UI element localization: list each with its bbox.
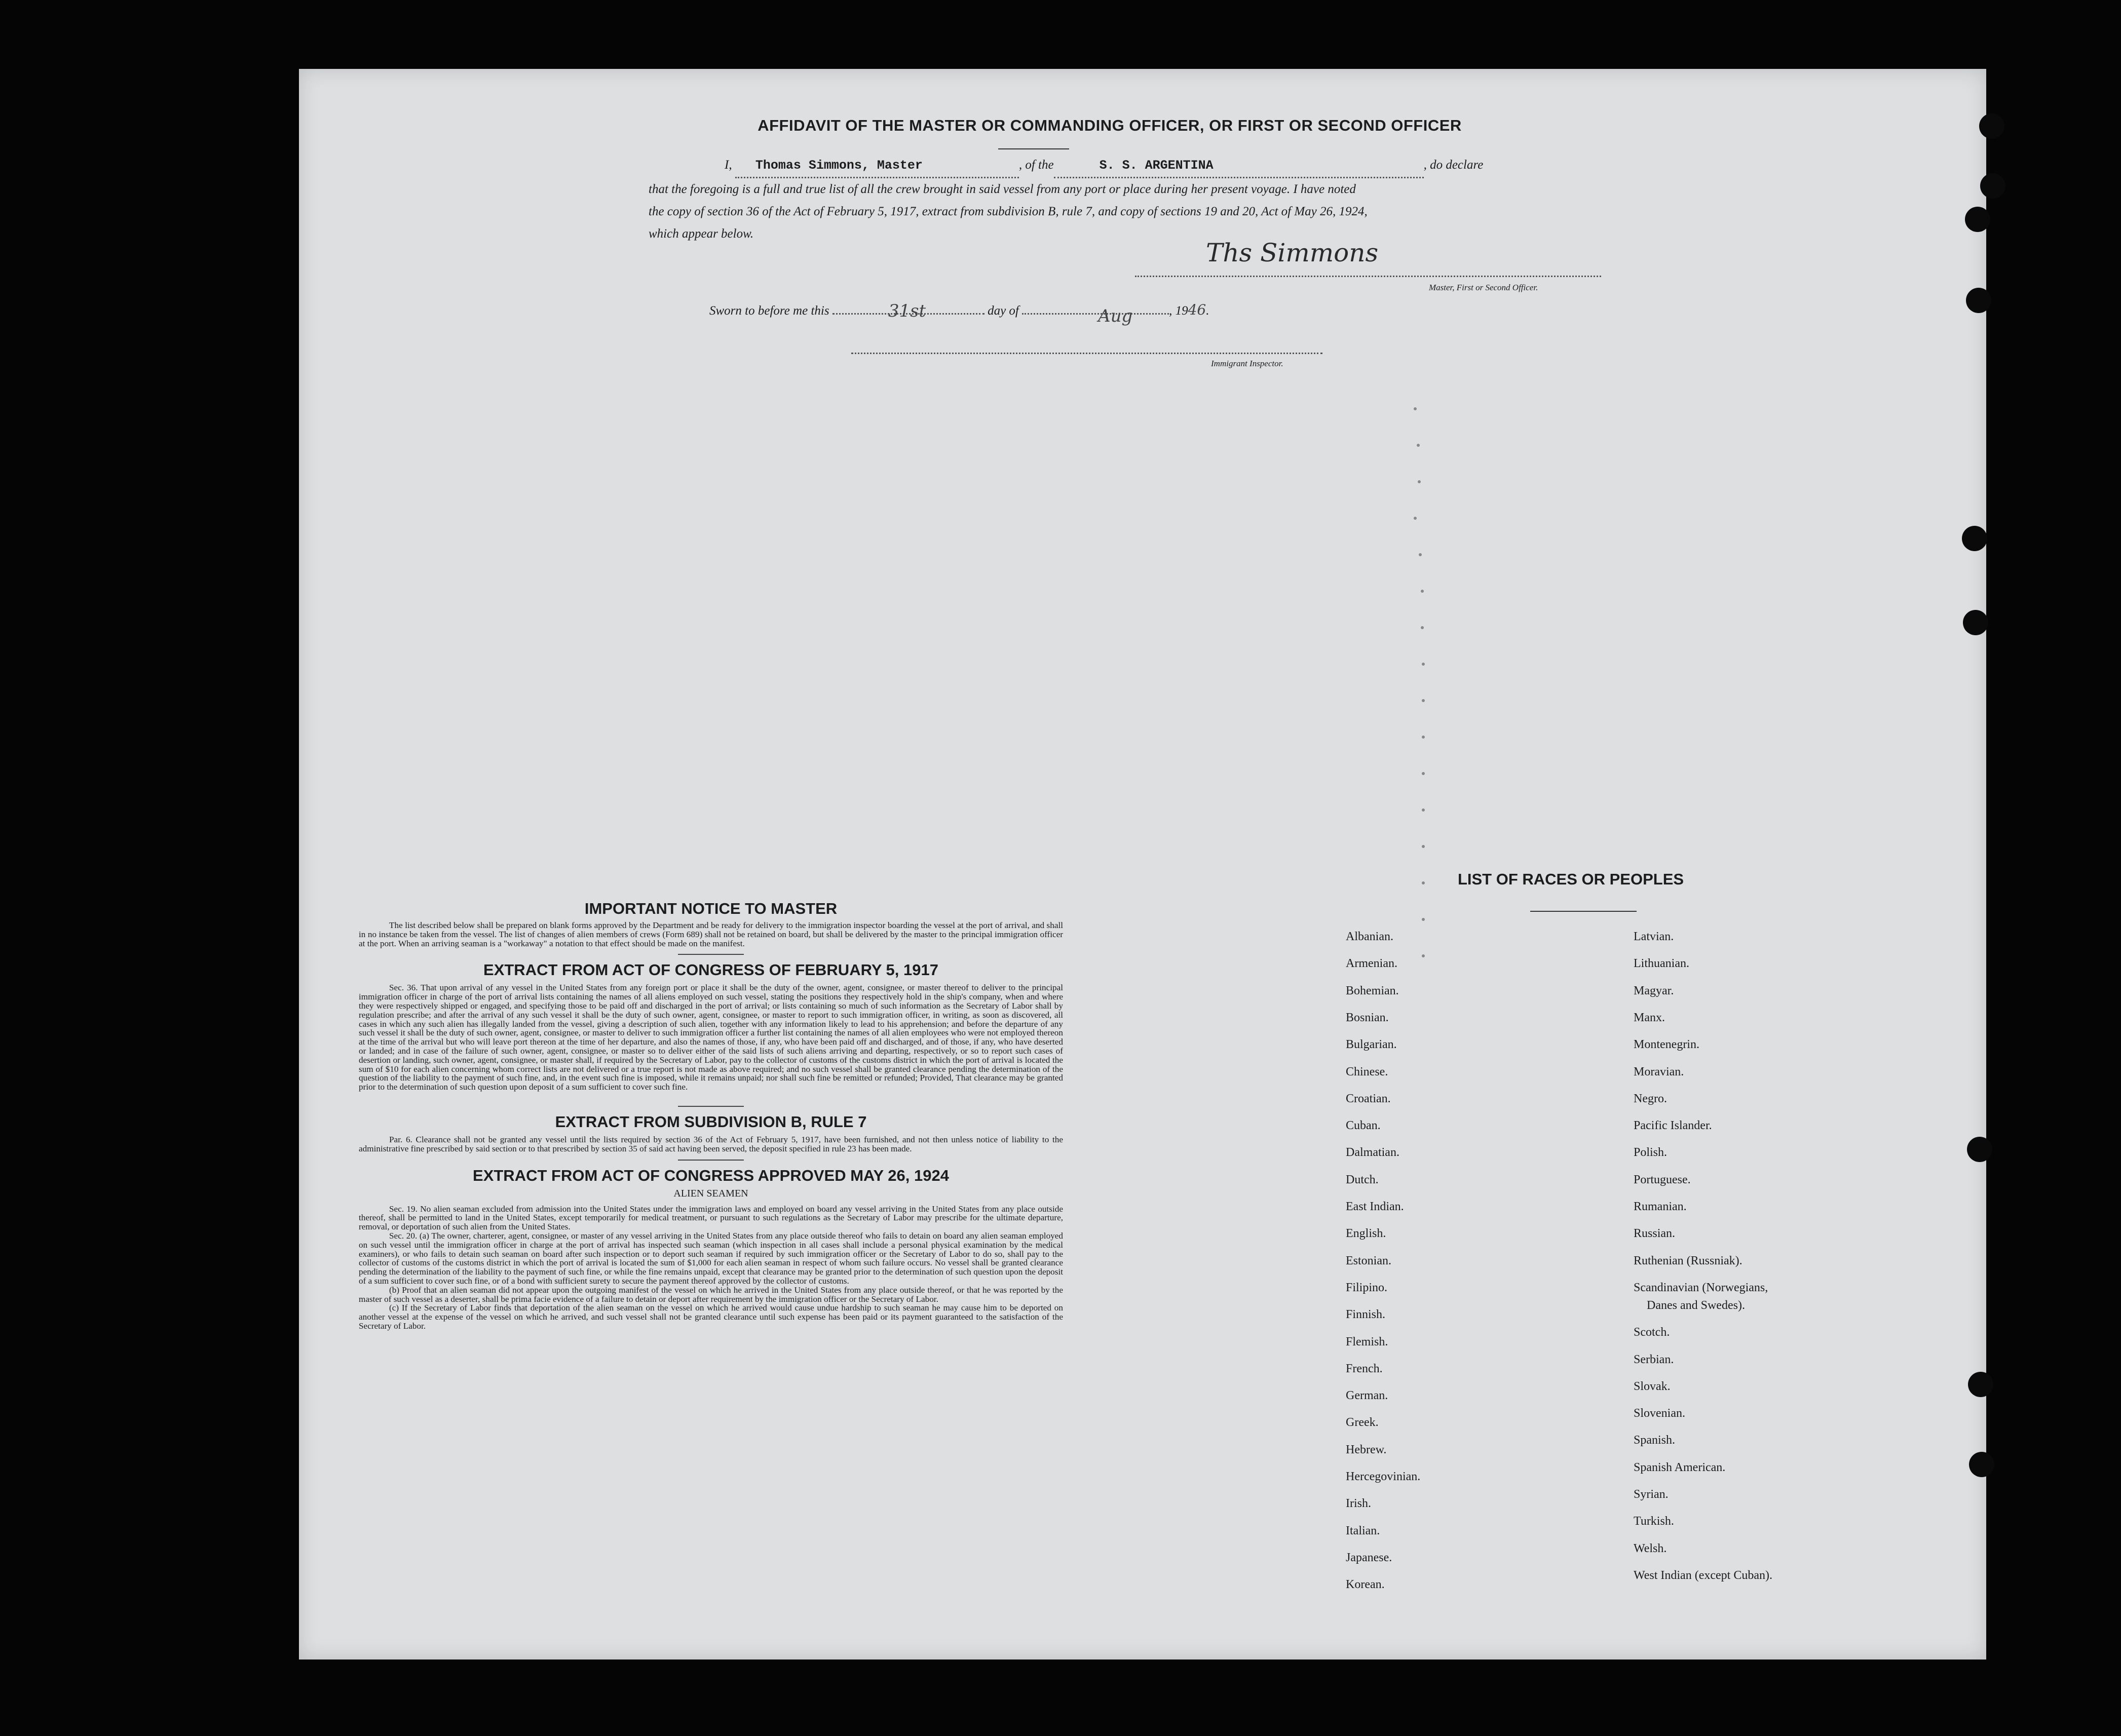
sworn-year-field: 46 (1188, 301, 1206, 318)
race-item: Negro. (1634, 1092, 1667, 1105)
race-item: West Indian (except Cuban). (1634, 1568, 1772, 1582)
race-item: Bosnian. (1346, 1011, 1389, 1024)
divider (1530, 911, 1637, 912)
race-item: Portuguese. (1634, 1173, 1691, 1186)
race-item: Scotch. (1634, 1326, 1670, 1339)
binder-hole (1979, 113, 2004, 139)
inspector-caption: Immigrant Inspector. (1211, 359, 1283, 368)
race-item: Chinese. (1346, 1065, 1388, 1078)
race-item: Dutch. (1346, 1173, 1379, 1186)
sworn-line: Sworn to before me this 31st day of Aug , 1946. (709, 301, 1209, 326)
race-item: Lithuanian. (1634, 957, 1689, 971)
race-item: Slovenian. (1634, 1407, 1685, 1420)
race-item: Manx. (1634, 1011, 1665, 1024)
affidavit-body (649, 154, 1910, 245)
divider (678, 1106, 744, 1107)
divider (678, 954, 744, 955)
race-item: Ruthenian (Russniak). (1634, 1254, 1743, 1267)
race-item: Greek. (1346, 1416, 1379, 1430)
race-item: French. (1346, 1362, 1383, 1375)
race-item: Bulgarian. (1346, 1038, 1397, 1052)
race-item: Rumanian. (1634, 1200, 1687, 1213)
race-item: Dalmatian. (1346, 1146, 1399, 1160)
sec20b-text: (b) Proof that an alien seaman did not appear upon the outgoing manifest of the vessel on which he arrived in the United States from any place outside thereof, or that he was reported by the master of such vessel as a deserter, shall be prima facie evidence of a failure to detain or deport after requirement by the immigration officer or the Secretary of Labor. (359, 1285, 1063, 1304)
inspector-signature-line (851, 353, 1322, 354)
signature-caption: Master, First or Second Officer. (1429, 283, 1538, 292)
race-item: Polish. (1634, 1146, 1668, 1160)
race-item: Spanish. (1634, 1434, 1676, 1447)
race-item: Moravian. (1634, 1065, 1684, 1078)
signature-line (1135, 276, 1601, 277)
race-item: Croatian. (1346, 1092, 1391, 1105)
extract-1924-text (359, 1205, 1063, 1331)
race-item: Hebrew. (1346, 1443, 1387, 1456)
affidavit-title: AFFIDAVIT OF THE MASTER OR COMMANDING OFFICER, OR FIRST OR SECOND OFFICER (758, 117, 1462, 134)
race-item: Bohemian. (1346, 984, 1399, 997)
extract-1917-title: EXTRACT FROM ACT OF CONGRESS OF FEBRUARY 5, 1917 (483, 961, 938, 979)
vessel-name-field: S. S. ARGENTINA (1099, 158, 1214, 173)
sec19-text: Sec. 19. No alien seaman excluded from admission into the United States under the immigration laws and employed on board any vessel arriving in the United States from any place outside thereof, shall be permitted to land in the United States, except temporarily for medical treatment, or pursuant to such regulations as the Secretary of Labor may prescribe for the ultimate departure, removal, or deportation of such alien from the United States. (359, 1204, 1063, 1232)
affidavit-line4: which appear below. (649, 227, 754, 241)
race-item: Japanese. (1346, 1551, 1392, 1564)
race-item: Magyar. (1634, 984, 1674, 997)
race-item: Spanish American. (1634, 1460, 1726, 1474)
race-item: Hercegovinian. (1346, 1470, 1421, 1483)
race-item: Welsh. (1634, 1541, 1667, 1555)
notice-text: The list described below shall be prepared on blank forms approved by the Department and be ready for delivery to the immigration inspector boarding the vessel at the port of arrival, and shall in no instance be taken from the vessel. The list of changes of alien members of crews (Form 689) shall not be retained on board, but shall be delivered by the master to the principal immigration officer at the port. When an arriving seaman is a "workaway" a notation to that effect should be made on the manifest. (359, 920, 1063, 948)
race-item: Italian. (1346, 1524, 1380, 1537)
races-title: LIST OF RACES OR PEOPLES (1457, 870, 1684, 888)
race-item: Scandinavian (Norwegians, (1634, 1281, 1768, 1294)
binder-hole (1969, 1452, 1994, 1477)
binder-hole (1967, 1137, 1992, 1162)
notice-title: IMPORTANT NOTICE TO MASTER (584, 900, 838, 917)
race-item: Latvian. (1634, 930, 1674, 943)
alien-seamen-subtitle: ALIEN SEAMEN (673, 1187, 748, 1199)
race-item: Russian. (1634, 1227, 1676, 1241)
race-item: Armenian. (1346, 957, 1397, 971)
rule7-title: EXTRACT FROM SUBDIVISION B, RULE 7 (555, 1112, 867, 1131)
binder-hole (1965, 207, 1990, 232)
race-item: Filipino. (1346, 1281, 1388, 1294)
race-item: Flemish. (1346, 1335, 1388, 1348)
binder-hole (1966, 288, 1991, 313)
race-item: Montenegrin. (1634, 1038, 1699, 1052)
race-item: Turkish. (1634, 1515, 1674, 1528)
race-item: German. (1346, 1389, 1388, 1403)
race-item: East Indian. (1346, 1200, 1404, 1213)
master-signature: Ths Simmons (1206, 238, 1379, 267)
binder-hole (1980, 173, 2005, 199)
binder-hole (1968, 1372, 1993, 1397)
rule7-text: Par. 6. Clearance shall not be granted any vessel until the lists required by section 36 of the Act of February 5, 1917, have been furnished, and not then unless notice of liability to the administrative fine prescribed by said section or to that prescribed by section 35 of said act having been served, the deposit specified in rule 23 has been made. (359, 1134, 1063, 1153)
officer-name-field: Thomas Simmons, Master (755, 158, 923, 173)
race-item: Finnish. (1346, 1308, 1386, 1322)
sworn-month-field: Aug (1098, 306, 1133, 326)
manifest-page (299, 69, 1986, 1660)
divider (678, 1160, 744, 1161)
divider (998, 148, 1069, 149)
race-item: Estonian. (1346, 1254, 1391, 1267)
sec20a-text: Sec. 20. (a) The owner, charterer, agent, consignee, or master of any vessel arriving in the United States from any place outside thereof who fails to detain on board any alien seaman employed on such vessel until the immigration officer in charge at the port of arrival has inspected such seaman (which inspection in all cases shall include a personal physical examination by the medical examiners), or who fails to detain such seaman on board after such inspection or to deport such seaman if required by such immigration officer or the Secretary of Labor to do so, shall pay to the collector of customs of the customs district in which the port of arrival is located the sum of $1,000 for each alien seaman in respect of whom such failure occurs. No vessel shall be granted clearance pending the determination of the liability to the payment of such fine, or while the fine remains unpaid, except that clearance may be granted prior to the determination of such question upon the deposit of a sum sufficient to cover such fine, or of a bond with sufficient surety to secure the payment thereof approved by the collector of customs. (359, 1230, 1063, 1286)
sec20c-text: (c) If the Secretary of Labor finds that deportation of the alien seaman on the vessel on which he arrived would cause undue hardship to such seaman he may cause him to be deported on another vessel at the expense of the vessel on which he arrived, and such vessel shall not be granted clearance until such expense has been paid or its payment guaranteed to the satisfaction of the Secretary of Labor. (359, 1303, 1063, 1331)
race-item: Pacific Islander. (1634, 1119, 1712, 1133)
race-item: Irish. (1346, 1497, 1371, 1511)
binder-hole (1963, 610, 1988, 635)
affidavit-line1: I, Thomas Simmons, Master , of the S. S. ARGENTINA , do declare (649, 154, 1910, 178)
race-item: Serbian. (1634, 1353, 1674, 1366)
race-item: Cuban. (1346, 1119, 1381, 1133)
race-item: Korean. (1346, 1578, 1385, 1592)
extract-1917-text: Sec. 36. That upon arrival of any vessel in the United States from any foreign port or place it shall be the duty of the owner, agent, consignee, or master thereof to deliver to the principal immigration officer in charge of the port of arrival lists containing the names of all aliens employed on such vessel, stating the positions they respectively hold in the ship's company, when and where they were respectively shipped or engaged, and specifying those to be paid off and discharged in the port of arrival; or lists containing so much of such information as the Secretary of Labor shall by regulation prescribe; and after the arrival of any such vessel it shall be the duty of such owner, agent, consignee, or master to report to such immigration officer, in writing, as soon as discovered, all cases in which any such alien has illegally landed from the vessel, giving a description of such alien, together with any information likely to lead to his apprehension; and before the departure of any such vessel it shall be the duty of such owner, agent, consignee, or master to deliver to such immigration officer a further list containing the names of all alien employees who were not employed thereon at the time of the arrival but who will leave port thereon at the time of her departure, and also the names of those, if any, who have been paid off and discharged, and of those, if any, who have deserted or landed; and in case of the failure of such owner, agent, consignee, or master so to deliver either of the said lists of such aliens arriving and departing, respectively, or so to report such cases of desertion or landing, such owner, agent, consignee, or master shall, if required by the Secretary of Labor, pay to the collector of customs of the customs district in which the port of arrival is located the sum of $10 for each alien concerning whom correct lists are not delivered or a true report is not made as above required; and no such vessel shall be granted clearance pending the determination of the question of the liability to the payment of such fine, and, in the event such fine is imposed, while it remains unpaid; nor shall such fine be remitted or refunded; Provided, That clearance may be granted prior to the determination of such question upon deposit of a sum sufficient to cover such fine. (359, 983, 1063, 1092)
race-item: Danes and Swedes). (1647, 1299, 1745, 1313)
race-item: Albanian. (1346, 930, 1393, 943)
race-item: English. (1346, 1227, 1386, 1241)
race-item: Syrian. (1634, 1488, 1669, 1501)
sworn-day-field: 31st (888, 301, 926, 321)
binder-hole (1962, 526, 1987, 551)
extract-1924-title: EXTRACT FROM ACT OF CONGRESS APPROVED MAY 26, 1924 (473, 1166, 949, 1184)
legal-notices (359, 900, 1063, 1331)
race-item: Slovak. (1634, 1379, 1671, 1393)
affidavit-line2: that the foregoing is a full and true list of all the crew brought in said vessel from any port or place during her present voyage. I have noted (649, 182, 1356, 196)
affidavit-line3: the copy of section 36 of the Act of February 5, 1917, extract from subdivision B, rule 7, and copy of sections 19 and 20, Act of May 26, 1924, (649, 205, 1368, 218)
